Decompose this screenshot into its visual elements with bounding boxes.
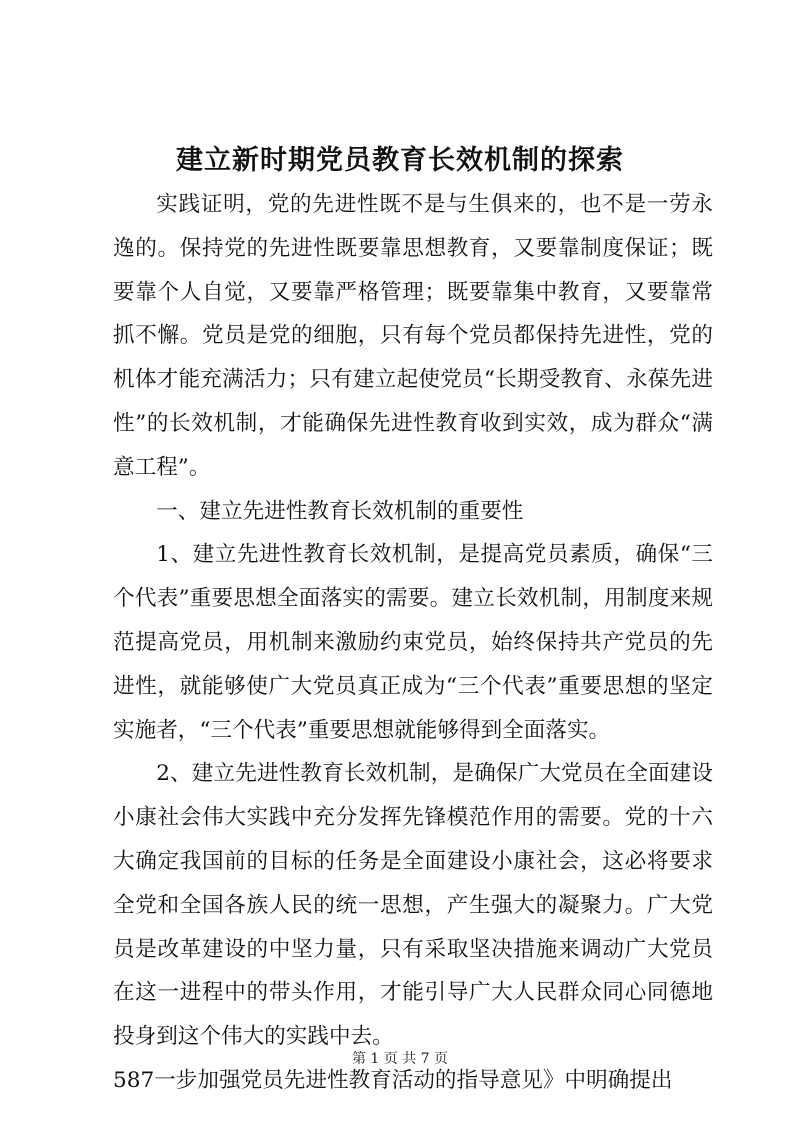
paragraph-point-2: 2、建立先进性教育长效机制，是确保广大党员在全面建设小康社会伟大实践中充分发挥先锋模范作用的需要。党的十六大确定我国前的目标的任务是全面建设小康社会，这必将要求全党和全国各族人民的统一思想，产生强大的凝聚力。广大党员是改革建设的中坚力量，只有采取坚决措施来调动广大党员在这一进程中的带头作用，才能引导广大人民群众同心同德地投身到这个伟大的实践中去。 xyxy=(113,761,713,1050)
paragraph-point-1: 1、建立先进性教育长效机制，是提高党员素质，确保“三个代表”重要思想全面落实的需要。建立长效机制，用制度来规范提高党员，用机制来激励约束党员，始终保持共产党员的先进性，就能够使广大党员真正成为“三个代表”重要思想的坚定实施者，“三个代表”重要思想就能够得到全面落实。 xyxy=(113,542,713,743)
document-title: 建立新时期党员教育长效机制的探索 xyxy=(176,145,624,176)
page-footer: 第 1 页 共 7 页 xyxy=(351,1051,449,1067)
document-body xyxy=(113,183,713,1103)
paragraph-intro: 实践证明，党的先进性既不是与生俱来的，也不是一劳永逸的。保持党的先进性既要靠思想教育，又要靠制度保证；既要靠个人自觉，又要靠严格管理；既要靠集中教育，又要靠常抓不懈。党员是党的细胞，只有每个党员都保持先进性，党的机体才能充满活力；只有建立起使党员“长期受教育、永葆先进性”的长效机制，才能确保先进性教育收到实效，成为群众“满意工程”。 xyxy=(113,192,713,480)
section-heading-1: 一、建立先进性教育长效机制的重要性 xyxy=(156,498,524,524)
paragraph-continued: 587一步加强党员先进性教育活动的指导意见》中明确提出 xyxy=(113,1067,673,1093)
